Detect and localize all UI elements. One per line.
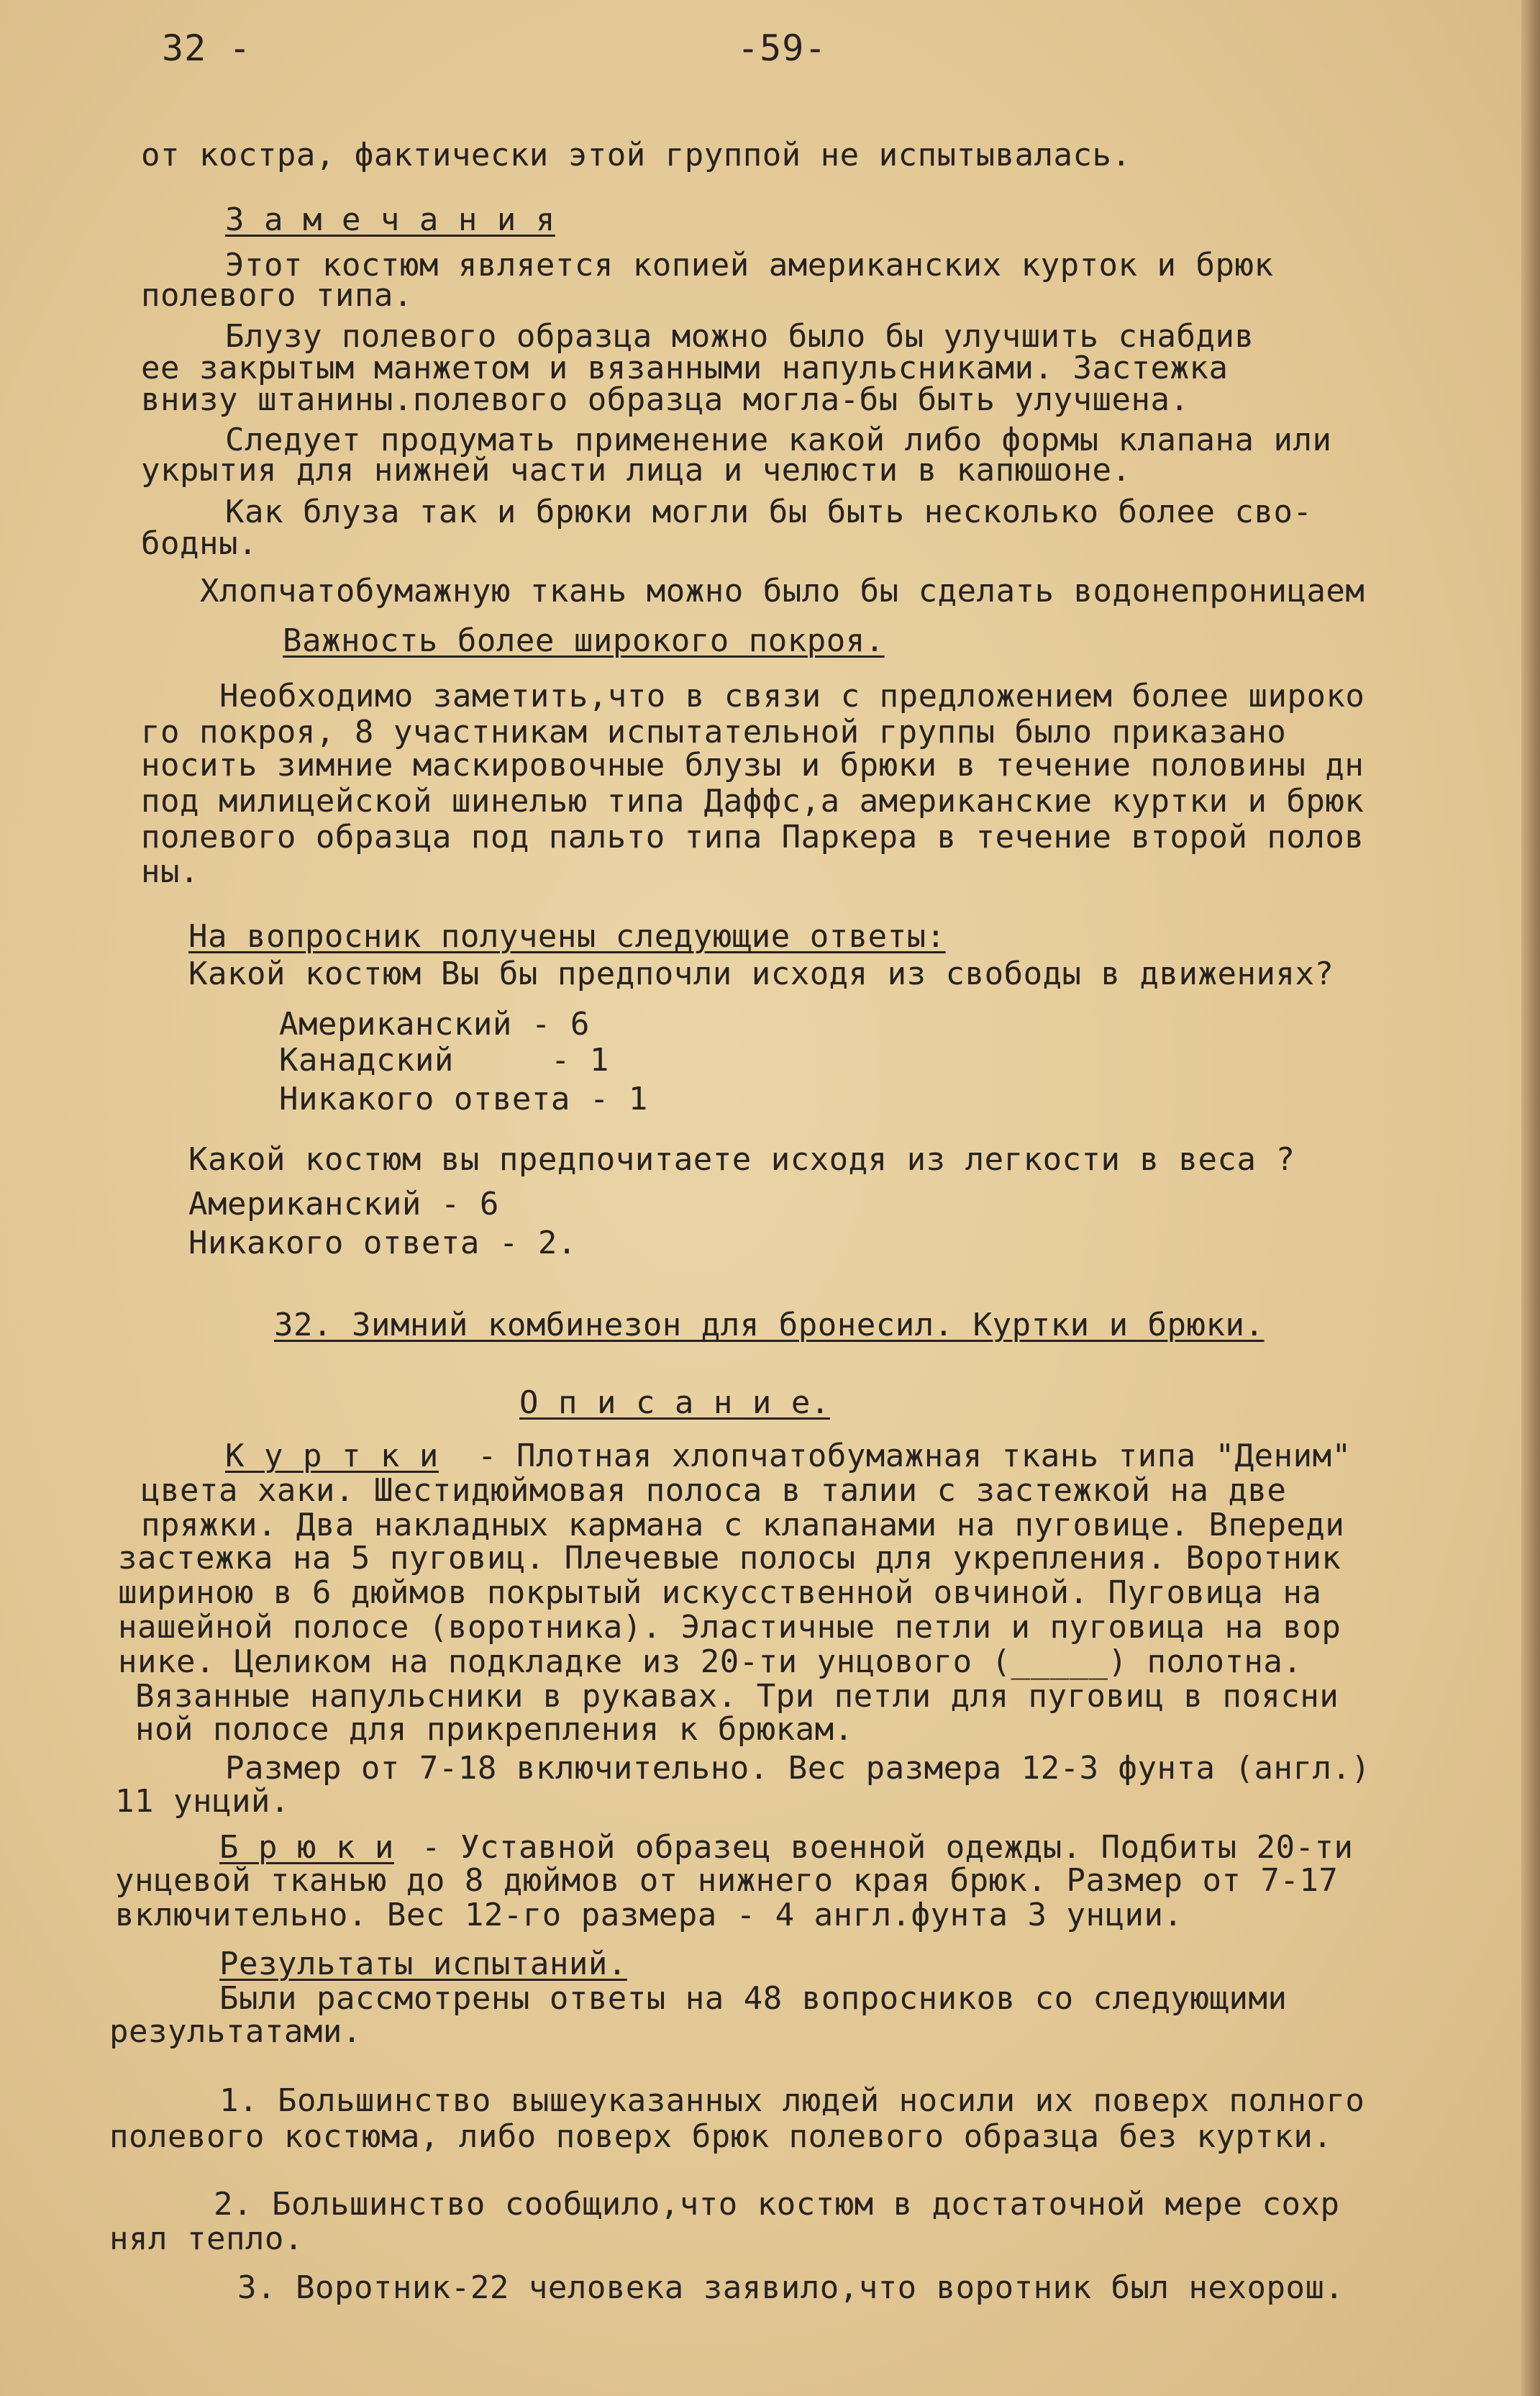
text-line: нике. Целиком на подкладке из 20-ти унцового (_____) полотна. — [118, 1643, 1303, 1680]
text-line: Следует продумать применение какой либо формы клапана или — [225, 422, 1332, 458]
text-line: полевого типа. — [141, 277, 413, 314]
text-line: 11 унций. — [115, 1783, 290, 1820]
text-line: Какой костюм вы предпочитаете исходя из легкости в веса ? — [188, 1141, 1295, 1178]
text-line: го покроя, 8 участникам испытательной группы было приказано — [141, 714, 1287, 750]
underlined-heading-line: З а м е ч а н и я — [225, 201, 555, 238]
text-line: 2. Большинство сообщило,что костюм в достаточной мере сохр — [214, 2186, 1340, 2223]
text-line: Никакого ответа - 2. — [188, 1225, 577, 1261]
text-line: Размер от 7-18 включительно. Вес размера 12-3 фунта (англ.) — [225, 1750, 1371, 1787]
text-line: бодны. — [141, 525, 258, 562]
text-line: Блузу полевого образца можно было бы улучшить снабдив — [225, 318, 1254, 355]
underlined-heading-line: О п и с а н и е. — [519, 1384, 830, 1421]
text-line: Необходимо заметить,что в связи с предложением более широко — [219, 678, 1365, 714]
text-line: 3. Воротник-22 человека заявило,что воротник был нехорош. — [237, 2269, 1344, 2306]
underlined-heading-line: На вопросник получены следующие ответы: — [188, 918, 946, 955]
text-line: Как блуза так и брюки могли бы быть несколько более сво- — [225, 494, 1313, 530]
underlined-heading-line: К у р т к и — [225, 1438, 439, 1474]
text-line: цвета хаки. Шестидюймовая полоса в талии с застежкой на две — [141, 1472, 1287, 1509]
text-line: - Уставной образец военной одежды. Подбиты 20-ти — [422, 1829, 1354, 1866]
text-line: нял тепло. — [109, 2220, 304, 2257]
page-edge-shadow — [1521, 0, 1540, 2396]
text-line: нашейной полосе (воротника). Эластичные петли и пуговица на вор — [118, 1609, 1341, 1646]
underlined-heading-line: Важность более широкого покроя. — [283, 622, 885, 659]
text-line: полевого костюма, либо поверх брюк полевого образца без куртки. — [109, 2118, 1333, 2155]
text-line: Никакого ответа - 1 — [279, 1081, 648, 1117]
text-line: под милицейской шинелью типа Даффс,а американские куртки и брюк — [141, 783, 1364, 820]
text-line: ее закрытым манжетом и вязанными напульсниками. Застежка — [141, 350, 1229, 386]
text-line: Американский - 6 — [279, 1006, 590, 1043]
text-line: пряжки. Два накладных кармана с клапанами на пуговице. Впереди — [141, 1507, 1345, 1543]
text-line: внизу штанины.полевого образца могла-бы быть улучшена. — [141, 381, 1190, 418]
text-line: 1. Большинство вышеуказанных людей носили их поверх полного — [219, 2082, 1365, 2119]
text-line: Были рассмотрены ответы на 48 вопросников со следующими — [219, 1980, 1288, 2017]
underlined-heading-line: 32. Зимний комбинезон для бронесил. Куртки и брюки. — [274, 1307, 1265, 1343]
text-line: полевого образца под пальто типа Паркера в течение второй полов — [141, 819, 1364, 856]
text-line: ны. — [141, 853, 199, 890]
text-line: результатами. — [109, 2013, 362, 2050]
text-line: укрытия для нижней части лица и челюсти в капюшоне. — [141, 452, 1131, 489]
text-line: ной полосе для прикрепления к брюкам. — [135, 1711, 854, 1748]
text-line: застежка на 5 пуговиц. Плечевые полосы для укрепления. Воротник — [118, 1540, 1341, 1576]
underlined-heading-line: Результаты испытаний. — [219, 1946, 627, 1982]
typed-page-number: 32 - — [162, 27, 252, 69]
text-line: Какой костюм Вы бы предпочли исходя из свободы в движениях? — [188, 956, 1334, 992]
text-line: Американский - 6 — [188, 1186, 499, 1222]
text-line: унцевой тканью до 8 дюймов от нижнего края брюк. Размер от 7-17 — [115, 1862, 1339, 1899]
text-line: - Плотная хлопчатобумажная ткань типа "Деним" — [478, 1438, 1352, 1474]
underlined-heading-line: Б р ю к и — [219, 1829, 394, 1866]
text-line: Хлопчатобумажную ткань можно было бы сделать водонепроницаем — [200, 573, 1365, 609]
text-line: носить зимние маскировочные блузы и брюки в течение половины дн — [141, 747, 1364, 784]
text-line: шириною в 6 дюймов покрытый искусственной овчиной. Пуговица на — [118, 1574, 1322, 1611]
text-line: Этот костюм является копией американских курток и брюк — [225, 247, 1274, 283]
page-number: -59- — [737, 27, 827, 69]
text-line: включительно. Вес 12-го размера - 4 англ.фунта 3 унции. — [115, 1897, 1183, 1933]
text-line: Вязанные напульсники в рукавах. Три петли для пуговиц в поясни — [135, 1678, 1339, 1715]
text-line: Канадский - 1 — [279, 1042, 609, 1079]
text-line: от костра, фактически этой группой не испытывалась. — [141, 137, 1131, 173]
